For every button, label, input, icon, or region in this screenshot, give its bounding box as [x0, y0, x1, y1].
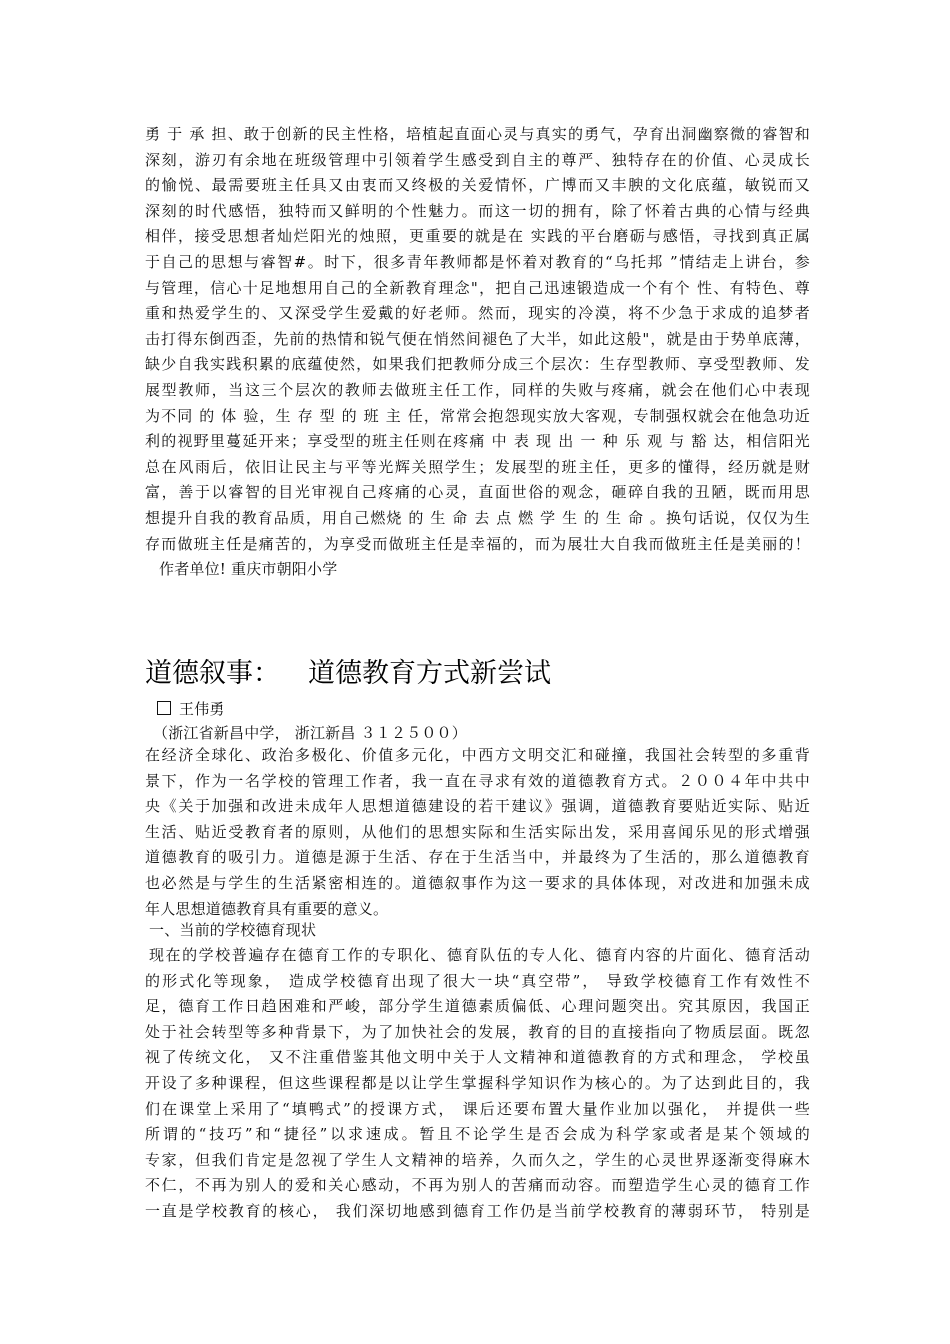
text-line: 现在的学校普遍存在德育工作的专职化、德育队伍的专人化、德育内容的片面化、德育活动 [149, 946, 810, 964]
title-part-2: 道德教育方式新尝试 [308, 658, 551, 689]
previous-article-body [145, 122, 810, 583]
text-line: 存而做班主任是痛苦的，为享受而做班主任是幸福的，而为展壮大自我而做班主任是美丽的！ [145, 534, 810, 553]
affiliation: （浙江省新昌中学， 浙江新昌 ３１２５００） [153, 724, 467, 742]
text-line: 总在风雨后，依旧让民主与平等光辉关照学生；发展型的班主任，更多的懂得，经历就是财 [145, 457, 810, 476]
text-line: 想提升自我的教育品质，用自己燃烧 的 生 命 去 点 燃 学 生 的 生 命 。换句话说，仅仅为生 [145, 508, 810, 527]
section-heading: 一、当前的学校德育现状 [149, 921, 317, 939]
text-line: 生活、贴近受教育者的原则，从他们的思想实际和生活实际出发，采用喜闻乐见的形式增强 [145, 822, 810, 841]
text-line: 为不同 的 体 验，生 存 型 的 班 主 任，常常会抱怨现实放大客观，专制强权就会在他急功近 [145, 406, 810, 425]
title-part-1: 道德叙事： [145, 658, 280, 689]
text-line: 专家，但我们肯定是忽视了学生人文精神的培养，久而久之，学生的心灵世界逐渐变得麻木 [145, 1150, 810, 1169]
text-line: 道德教育的吸引力。道德是源于生活、存在于生活当中，并最终为了生活的，那么道德教育 [145, 848, 810, 867]
text-line: 击打得东倒西歪，先前的热情和锐气便在悄然间褪色了大半，如此这般"，就是由于势单底薄， [145, 329, 810, 348]
text-line: 富，善于以睿智的目光审视自己疼痛的心灵，直面世俗的观念，砸碎自我的丑陋，既而用思 [145, 483, 810, 502]
text-line: 的愉悦、最需要班主任具又由衷而又终极的关爱情怀，广博而又丰腴的文化底蕴，敏锐而又 [145, 176, 810, 195]
text-line: 缺少自我实践积累的底蕴使然，如果我们把教师分成三个层次：生存型教师、享受型教师、发 [145, 355, 810, 374]
text-line: 相伴，接受思想者灿烂阳光的烛照，更重要的就是在 实践的平台磨砺与感悟，寻找到真正属 [145, 227, 810, 246]
text-line: 在经济全球化、政治多极化、价值多元化，中西方文明交汇和碰撞，我国社会转型的多重背 [145, 746, 810, 764]
text-line: 利的视野里蔓延开来；享受型的班主任则在疼痛 中 表 现 出 一 种 乐 观 与 豁 达，相信阳光 [145, 432, 810, 451]
text-line: 足，德育工作日趋困难和严峻，部分学生道德素质偏低、心理问题突出。究其原因，我国正 [145, 997, 810, 1016]
author-unit: 作者单位! 重庆市朝阳小学 [159, 560, 338, 579]
text-line: 一直是学校教育的核心， 我们深切地感到德育工作仍是当前学校教育的薄弱环节， 特别是 [145, 1201, 810, 1220]
article-title [145, 655, 810, 693]
article-meta [145, 697, 810, 745]
text-line: 处于社会转型等多种背景下，为了加快社会的发展，教育的目的直接指向了物质层面。既忽 [145, 1022, 810, 1041]
text-line: 勇 于 承 担、敢于创新的民主性格，培植起直面心灵与真实的勇气，孕育出洞幽察微的睿智和 [145, 125, 810, 143]
text-line: 深刻，游刃有余地在班级管理中引领着学生感受到自主的尊严、独特存在的价值、心灵成长 [145, 150, 810, 169]
text-line: 的形式化等现象， 造成学校德育出现了很大一块“真空带”， 导致学校德育工作有效性不 [145, 971, 810, 990]
text-line: 于自己的思想与睿智#。时下，很多青年教师都是怀着对教育的“乌托邦 ”情结走上讲台，参 [145, 252, 810, 271]
square-bullet-icon [157, 701, 171, 715]
intro-paragraph [145, 743, 810, 922]
text-line: 所谓的“技巧”和“捷径”以求速成。暂且不论学生是否会成为科学家或者是某个领域的 [145, 1125, 810, 1144]
text-line: 不仁，不再为别人的爱和关心感动，不再为别人的苦痛而动容。而塑造学生心灵的德育工作 [145, 1176, 810, 1195]
text-line: 也必然是与学生的生活紧密相连的。道德叙事作为这一要求的具体体现，对改进和加强未成 [145, 873, 810, 892]
text-line: 开设了多种课程，但这些课程都是以让学生掌握科学知识作为核心的。为了达到此目的，我 [145, 1073, 810, 1092]
text-line: 展型教师，当这三个层次的教师去做班主任工作，同样的失败与疼痛，就会在他们心中表现 [145, 380, 810, 399]
text-line: 年人思想道德教育具有重要的意义。 [145, 899, 389, 918]
text-line: 景下，作为一名学校的管理工作者，我一直在寻求有效的道德教育方式。２００４年中共中 [145, 771, 810, 790]
text-line: 深刻的时代感悟，独特而又鲜明的个性魅力。而这一切的拥有，除了怀着古典的心情与经典 [145, 201, 810, 220]
author-name: 王伟勇 [179, 700, 225, 718]
text-line: 央《关于加强和改进未成年人思想道德建设的若干建议》强调，道德教育要贴近实际、贴近 [145, 797, 810, 816]
author-line [145, 697, 810, 721]
text-line: 们在课堂上采用了“填鸭式”的授课方式， 课后还要布置大量作业加以强化， 并提供一些 [145, 1099, 810, 1118]
text-line: 与管理，信心十足地想用自己的全新教育理念"，把自己迅速锻造成一个有个 性、有特色、尊 [145, 278, 810, 297]
text-line: 视了传统文化， 又不注重借鉴其他文明中关于人文精神和道德教育的方式和理念， 学校虽 [145, 1048, 810, 1067]
text-line: 重和热爱学生的、又深受学生爱戴的好老师。然而，现实的冷漠，将不少急于求成的追梦者 [145, 304, 810, 323]
section-1 [145, 918, 810, 1225]
